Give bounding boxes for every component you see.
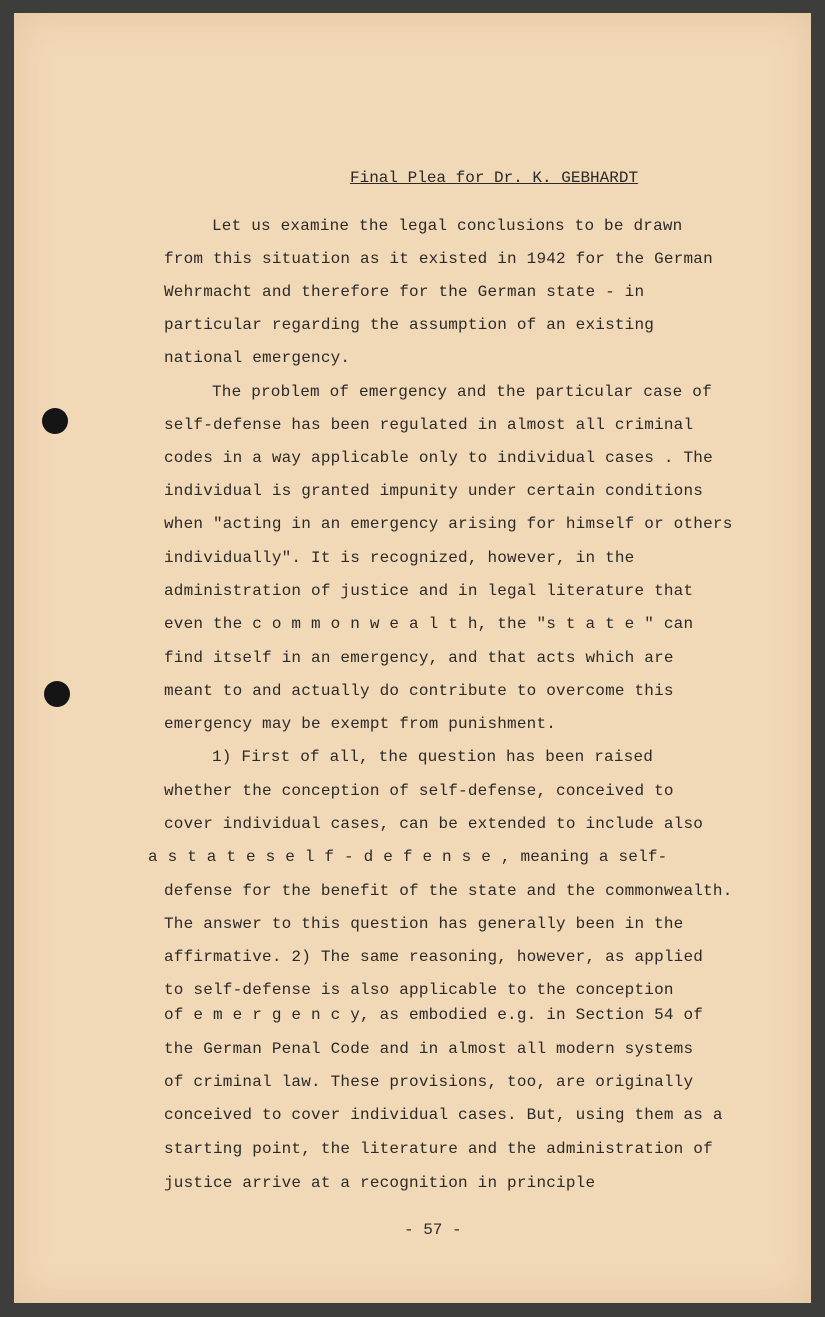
text-line: Let us examine the legal conclusions to be drawn [212, 217, 683, 235]
text-line: administration of justice and in legal literature that [164, 582, 694, 600]
text-line: of e m e r g e n c y, as embodied e.g. in Section 54 of [164, 1006, 704, 1024]
text-line: codes in a way applicable only to individual cases . The [164, 449, 713, 467]
punch-hole [44, 681, 70, 707]
text-line: national emergency. [164, 349, 351, 367]
text-line: even the c o m m o n w e a l t h, the "s t a t e " can [164, 615, 694, 633]
text-line: when "acting in an emergency arising for himself or others [164, 515, 733, 533]
text-line: self-defense has been regulated in almost all criminal [164, 416, 694, 434]
text-line: find itself in an emergency, and that acts which are [164, 649, 674, 667]
text-line: justice arrive at a recognition in principle [164, 1174, 596, 1192]
text-line: The answer to this question has generally been in the [164, 915, 684, 933]
text-line: particular regarding the assumption of an existing [164, 316, 655, 334]
text-line: emergency may be exempt from punishment. [164, 715, 557, 733]
page-number: - 57 - [404, 1221, 462, 1239]
text-line: individual is granted impunity under certain conditions [164, 482, 704, 500]
document-page [14, 13, 811, 1303]
text-line: starting point, the literature and the administration of [164, 1140, 713, 1158]
text-line: a s t a t e s e l f - d e f e n s e , meaning a self- [148, 848, 668, 866]
text-line: from this situation as it existed in 1942 for the German [164, 250, 713, 268]
text-line: individually". It is recognized, however, in the [164, 549, 635, 567]
text-line: of criminal law. These provisions, too, are originally [164, 1073, 694, 1091]
text-line: to self-defense is also applicable to the conception [164, 981, 674, 999]
text-line: defense for the benefit of the state and the commonwealth. [164, 882, 733, 900]
text-line: whether the conception of self-defense, conceived to [164, 782, 674, 800]
text-line: affirmative. 2) The same reasoning, however, as applied [164, 948, 704, 966]
text-line: Wehrmacht and therefore for the German state - in [164, 283, 645, 301]
text-line: 1) First of all, the question has been raised [212, 748, 654, 766]
punch-hole [42, 408, 68, 434]
text-line: conceived to cover individual cases. But, using them as a [164, 1106, 723, 1124]
text-line: the German Penal Code and in almost all modern systems [164, 1040, 694, 1058]
document-title: Final Plea for Dr. K. GEBHARDT [350, 169, 639, 187]
text-line: meant to and actually do contribute to overcome this [164, 682, 674, 700]
text-line: The problem of emergency and the particular case of [212, 383, 712, 401]
text-line: cover individual cases, can be extended to include also [164, 815, 704, 833]
